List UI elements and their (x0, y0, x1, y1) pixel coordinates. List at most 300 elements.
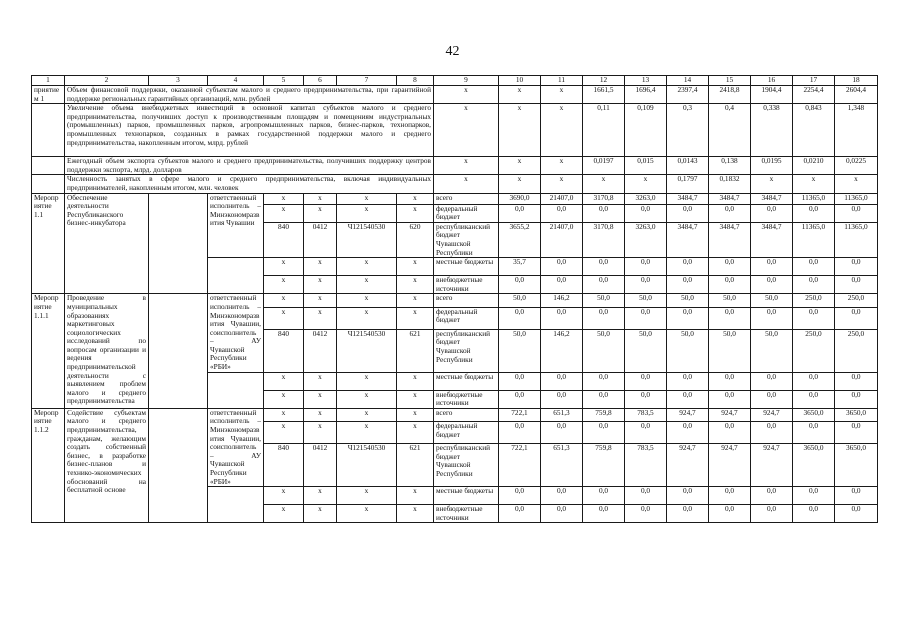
funding-source: республиканский бюджет Чувашской Республики (434, 444, 499, 487)
funding-value: 3484,7 (709, 222, 751, 257)
indicator-value: 0,843 (793, 104, 835, 157)
funding-value: 0,0 (667, 258, 709, 276)
indicator-value: 0,4 (709, 104, 751, 157)
indicator-value: 2254,4 (793, 86, 835, 104)
budget-code-type: x (397, 505, 434, 523)
budget-code-type: 621 (397, 329, 434, 372)
budget-code-type: x (397, 204, 434, 222)
indicator-value: x (625, 175, 667, 193)
indicator-row (32, 86, 878, 104)
indicator-value: x (434, 175, 499, 193)
budget-code-grbs: x (264, 408, 304, 421)
column-number: 9 (434, 76, 499, 86)
budget-code-grbs: x (264, 505, 304, 523)
funding-value: 250,0 (835, 329, 878, 372)
funding-value: 0,0 (583, 258, 625, 276)
budget-code-section: x (304, 193, 337, 204)
column-number: 13 (625, 76, 667, 86)
funding-value: 0,0 (625, 276, 667, 294)
empty-cell (208, 487, 264, 523)
budget-code-target: x (337, 505, 397, 523)
budget-code-target: x (337, 204, 397, 222)
funding-value: 0,0 (541, 372, 583, 390)
funding-value: 0,0 (835, 390, 878, 408)
funding-value: 0,0 (499, 372, 541, 390)
funding-value: 924,7 (709, 408, 751, 421)
funding-value: 3484,7 (667, 222, 709, 257)
funding-value: 759,8 (583, 408, 625, 421)
indicator-group-label: приятием 1 (32, 86, 65, 104)
indicator-value: x (541, 86, 583, 104)
budget-code-target: Ч121540530 (337, 444, 397, 487)
funding-value: 0,0 (751, 487, 793, 505)
funding-value: 0,0 (499, 204, 541, 222)
funding-value: 0,0 (667, 422, 709, 444)
funding-value: 0,0 (541, 258, 583, 276)
funding-value: 21407,0 (541, 193, 583, 204)
funding-value: 0,0 (793, 372, 835, 390)
budget-code-grbs: x (264, 193, 304, 204)
funding-value: 0,0 (625, 372, 667, 390)
budget-code-grbs: x (264, 204, 304, 222)
funding-source: местные бюджеты (434, 487, 499, 505)
column-number: 6 (304, 76, 337, 86)
funding-value: 0,0 (583, 204, 625, 222)
funding-source: республиканский бюджет Чувашской Республики (434, 222, 499, 257)
indicator-value: 1661,5 (583, 86, 625, 104)
budget-code-grbs: 840 (264, 329, 304, 372)
budget-code-target: x (337, 487, 397, 505)
budget-code-target: Ч121540530 (337, 222, 397, 257)
column-number: 15 (709, 76, 751, 86)
indicator-value: 0,338 (751, 104, 793, 157)
budget-code-grbs: 840 (264, 444, 304, 487)
funding-value: 0,0 (667, 204, 709, 222)
column-number-row (32, 76, 878, 86)
program-table (31, 75, 878, 523)
funding-value: 0,0 (793, 204, 835, 222)
funding-value: 0,0 (499, 422, 541, 444)
funding-value: 0,0 (709, 422, 751, 444)
funding-value: 3484,7 (751, 222, 793, 257)
budget-code-section: x (304, 294, 337, 307)
measure-executor: ответственный исполнитель – Минэкономразвития Чувашии, соисполнитель – АУ Чувашской Республики «РБИ» (208, 408, 264, 486)
funding-value: 0,0 (835, 204, 878, 222)
indicator-value: x (835, 175, 878, 193)
funding-value: 0,0 (541, 487, 583, 505)
budget-code-type: x (397, 408, 434, 421)
funding-value: 759,8 (583, 444, 625, 487)
funding-value: 0,0 (709, 505, 751, 523)
funding-value: 0,0 (583, 372, 625, 390)
funding-value: 0,0 (709, 390, 751, 408)
budget-code-grbs: x (264, 487, 304, 505)
indicator-value: 0,109 (625, 104, 667, 157)
column-number: 3 (149, 76, 208, 86)
empty-cell (149, 193, 208, 294)
budget-code-section: x (304, 307, 337, 329)
indicator-row (32, 104, 878, 157)
funding-value: 0,0 (751, 372, 793, 390)
funding-value: 0,0 (625, 422, 667, 444)
budget-code-section: x (304, 258, 337, 276)
funding-value: 0,0 (583, 276, 625, 294)
column-number: 5 (264, 76, 304, 86)
indicator-value: x (541, 175, 583, 193)
funding-value: 0,0 (751, 204, 793, 222)
budget-code-section: x (304, 487, 337, 505)
funding-value: 0,0 (751, 505, 793, 523)
funding-value: 0,0 (667, 276, 709, 294)
funding-value: 146,2 (541, 329, 583, 372)
funding-source: всего (434, 193, 499, 204)
funding-value: 651,3 (541, 444, 583, 487)
budget-code-grbs: x (264, 276, 304, 294)
budget-code-grbs: 840 (264, 222, 304, 257)
budget-code-grbs: x (264, 294, 304, 307)
budget-code-target: x (337, 372, 397, 390)
empty-cell (149, 294, 208, 409)
measure-code: Мероприятие 1.1.1 (32, 294, 65, 409)
funding-value: 0,0 (499, 390, 541, 408)
indicator-value: 0,1797 (667, 175, 709, 193)
indicator-value: 0,3 (667, 104, 709, 157)
indicator-value: x (434, 157, 499, 175)
funding-value: 35,7 (499, 258, 541, 276)
funding-value: 0,0 (583, 390, 625, 408)
column-number: 1 (32, 76, 65, 86)
column-number: 16 (751, 76, 793, 86)
indicator-value: 0,0197 (583, 157, 625, 175)
budget-code-target: x (337, 390, 397, 408)
funding-value: 0,0 (793, 307, 835, 329)
funding-value: 0,0 (583, 487, 625, 505)
budget-code-type: x (397, 294, 434, 307)
indicator-value: x (499, 157, 541, 175)
measure-row (32, 294, 878, 307)
funding-value: 924,7 (751, 444, 793, 487)
funding-value: 0,0 (625, 487, 667, 505)
budget-code-section: x (304, 408, 337, 421)
funding-value: 0,0 (709, 487, 751, 505)
measure-executor: ответственный исполнитель – Минэкономразвития Чувашии, соисполнитель – АУ Чувашской Республики «РБИ» (208, 294, 264, 372)
funding-value: 11365,0 (835, 222, 878, 257)
funding-value: 0,0 (583, 307, 625, 329)
funding-value: 50,0 (751, 329, 793, 372)
funding-value: 3484,7 (751, 193, 793, 204)
budget-code-type: x (397, 307, 434, 329)
funding-value: 0,0 (793, 505, 835, 523)
column-number: 7 (337, 76, 397, 86)
funding-value: 0,0 (835, 505, 878, 523)
funding-value: 0,0 (835, 372, 878, 390)
empty-cell (208, 372, 264, 408)
funding-value: 3263,0 (625, 222, 667, 257)
funding-value: 50,0 (583, 329, 625, 372)
funding-value: 0,0 (625, 505, 667, 523)
indicator-value: 0,1832 (709, 175, 751, 193)
funding-value: 722,1 (499, 444, 541, 487)
indicator-value: 0,0225 (835, 157, 878, 175)
indicator-text: Ежегодный объем экспорта субъектов малого и среднего предпринимательства, получивших поддержку центров поддержки экспорта, млрд. долларов (65, 157, 434, 175)
indicator-text: Численность занятых в сфере малого и среднего предпринимательства, включая индивидуальных предпринимателей, накопленным итогом, млн. человек (65, 175, 434, 193)
measure-executor: ответственный исполнитель – Минэкономразвития Чувашии (208, 193, 264, 258)
budget-code-grbs: x (264, 307, 304, 329)
empty-cell (208, 258, 264, 294)
budget-code-section: x (304, 390, 337, 408)
funding-value: 50,0 (583, 294, 625, 307)
indicator-value: 0,0195 (751, 157, 793, 175)
indicator-row (32, 175, 878, 193)
budget-code-section: x (304, 276, 337, 294)
funding-value: 0,0 (625, 390, 667, 408)
funding-source: местные бюджеты (434, 372, 499, 390)
funding-value: 0,0 (835, 276, 878, 294)
indicator-value: x (434, 104, 499, 157)
funding-value: 3263,0 (625, 193, 667, 204)
funding-value: 0,0 (583, 422, 625, 444)
funding-value: 50,0 (499, 294, 541, 307)
funding-source: внебюджетные источники (434, 390, 499, 408)
indicator-value: x (541, 104, 583, 157)
budget-code-section: 0412 (304, 222, 337, 257)
column-number: 18 (835, 76, 878, 86)
measure-code: Мероприятие 1.1 (32, 193, 65, 294)
funding-value: 250,0 (793, 294, 835, 307)
funding-value: 0,0 (667, 505, 709, 523)
funding-value: 0,0 (541, 276, 583, 294)
indicator-value: 1904,4 (751, 86, 793, 104)
indicator-value: x (541, 157, 583, 175)
budget-code-section: x (304, 505, 337, 523)
funding-value: 0,0 (751, 258, 793, 276)
budget-code-section: x (304, 422, 337, 444)
funding-value: 3690,0 (499, 193, 541, 204)
funding-source: федеральный бюджет (434, 422, 499, 444)
indicator-value: x (583, 175, 625, 193)
funding-value: 0,0 (499, 505, 541, 523)
funding-value: 0,0 (835, 422, 878, 444)
funding-value: 0,0 (499, 307, 541, 329)
funding-value: 0,0 (751, 390, 793, 408)
indicator-value: 2418,8 (709, 86, 751, 104)
budget-code-grbs: x (264, 422, 304, 444)
funding-source: внебюджетные источники (434, 505, 499, 523)
indicator-text: Объем финансовой поддержки, оказанной субъектам малого и среднего предпринимательства, при гарантийной поддержке региональных гарантийных организаций, млн. рублей (65, 86, 434, 104)
funding-value: 50,0 (499, 329, 541, 372)
funding-value: 0,0 (499, 276, 541, 294)
funding-value: 0,0 (793, 390, 835, 408)
column-number: 4 (208, 76, 264, 86)
budget-code-grbs: x (264, 258, 304, 276)
budget-code-target: Ч121540530 (337, 329, 397, 372)
funding-value: 0,0 (835, 258, 878, 276)
indicator-value: x (499, 104, 541, 157)
funding-value: 3650,0 (835, 408, 878, 421)
funding-value: 722,1 (499, 408, 541, 421)
budget-code-section: x (304, 372, 337, 390)
funding-value: 146,2 (541, 294, 583, 307)
measure-name: Содействие субъектам малого и среднего предпринимательства, гражданам, желающим создать собственный бизнес, в разработке бизнес-планов и технико-экономических обоснований на бесплатной основе (65, 408, 149, 523)
budget-code-target: x (337, 307, 397, 329)
funding-value: 21407,0 (541, 222, 583, 257)
indicator-value: x (499, 86, 541, 104)
indicator-value: x (499, 175, 541, 193)
measure-code: Мероприятие 1.1.2 (32, 408, 65, 523)
indicator-value: 1696,4 (625, 86, 667, 104)
budget-code-target: x (337, 408, 397, 421)
indicator-value: 2397,4 (667, 86, 709, 104)
funding-value: 924,7 (709, 444, 751, 487)
funding-value: 3655,2 (499, 222, 541, 257)
indicator-text: Увеличение объема внебюджетных инвестиций в основной капитал субъектов малого и среднего предпринимательства, получивших доступ к производственным площадям и помещениям индустриальных (промышленных) парков, промышленных парков, агропромышленных парков, бизнес-парков, технопарков, промышленных технопарков, созданных в рамках государственной поддержки малого и среднего предпринимательства, накопленным итогом, млрд. рублей (65, 104, 434, 157)
funding-value: 0,0 (625, 258, 667, 276)
funding-value: 0,0 (583, 505, 625, 523)
measure-name: Обеспечение деятельности Республиканского бизнес-инкубатора (65, 193, 149, 294)
funding-value: 11365,0 (793, 222, 835, 257)
funding-value: 50,0 (709, 329, 751, 372)
funding-value: 0,0 (835, 487, 878, 505)
budget-code-type: x (397, 372, 434, 390)
funding-value: 50,0 (667, 329, 709, 372)
funding-value: 3650,0 (835, 444, 878, 487)
indicator-value: 0,0143 (667, 157, 709, 175)
column-number: 2 (65, 76, 149, 86)
budget-code-target: x (337, 258, 397, 276)
indicator-row (32, 157, 878, 175)
funding-value: 3170,8 (583, 193, 625, 204)
funding-value: 0,0 (709, 307, 751, 329)
indicator-value: 0,11 (583, 104, 625, 157)
funding-value: 0,0 (751, 307, 793, 329)
indicator-value: x (434, 86, 499, 104)
funding-source: федеральный бюджет (434, 204, 499, 222)
funding-source: республиканский бюджет Чувашской Республики (434, 329, 499, 372)
column-number: 14 (667, 76, 709, 86)
funding-value: 0,0 (709, 276, 751, 294)
budget-code-type: x (397, 390, 434, 408)
column-number: 8 (397, 76, 434, 86)
budget-code-type: 621 (397, 444, 434, 487)
funding-value: 3484,7 (709, 193, 751, 204)
funding-value: 0,0 (793, 487, 835, 505)
funding-value: 50,0 (625, 294, 667, 307)
funding-value: 0,0 (625, 204, 667, 222)
funding-value: 0,0 (793, 276, 835, 294)
budget-code-type: x (397, 193, 434, 204)
column-number: 10 (499, 76, 541, 86)
funding-value: 250,0 (793, 329, 835, 372)
budget-code-type: x (397, 258, 434, 276)
budget-code-type: 620 (397, 222, 434, 257)
column-number: 12 (583, 76, 625, 86)
funding-source: внебюджетные источники (434, 276, 499, 294)
funding-value: 0,0 (499, 487, 541, 505)
budget-code-target: x (337, 276, 397, 294)
funding-value: 924,7 (667, 444, 709, 487)
indicator-value: 1,348 (835, 104, 878, 157)
funding-value: 0,0 (793, 258, 835, 276)
budget-code-section: 0412 (304, 329, 337, 372)
budget-code-target: x (337, 422, 397, 444)
funding-value: 783,5 (625, 444, 667, 487)
funding-value: 0,0 (793, 422, 835, 444)
funding-value: 924,7 (667, 408, 709, 421)
funding-value: 0,0 (667, 372, 709, 390)
measure-row (32, 193, 878, 204)
budget-code-type: x (397, 276, 434, 294)
funding-value: 3170,8 (583, 222, 625, 257)
funding-value: 924,7 (751, 408, 793, 421)
funding-value: 0,0 (751, 422, 793, 444)
column-number: 11 (541, 76, 583, 86)
indicator-value: x (793, 175, 835, 193)
column-number: 17 (793, 76, 835, 86)
funding-value: 0,0 (625, 307, 667, 329)
page-number: 42 (445, 44, 460, 59)
funding-source: федеральный бюджет (434, 307, 499, 329)
funding-value: 0,0 (751, 276, 793, 294)
empty-cell (149, 408, 208, 523)
indicator-value: 0,138 (709, 157, 751, 175)
budget-code-type: x (397, 487, 434, 505)
budget-code-grbs: x (264, 390, 304, 408)
funding-value: 0,0 (709, 258, 751, 276)
funding-value: 0,0 (541, 390, 583, 408)
budget-code-type: x (397, 422, 434, 444)
funding-source: всего (434, 408, 499, 421)
indicator-value: 0,0210 (793, 157, 835, 175)
measure-name: Проведение в муниципальных образованиях маркетинговых социологических исследований по вопросам организации и ведения предпринимательской деятельности с выявлением проблем малого и среднего предпринимательства (65, 294, 149, 409)
funding-value: 3650,0 (793, 444, 835, 487)
funding-value: 11365,0 (835, 193, 878, 204)
funding-value: 11365,0 (793, 193, 835, 204)
funding-value: 0,0 (667, 307, 709, 329)
funding-value: 0,0 (667, 390, 709, 408)
indicator-group-label (32, 104, 65, 157)
funding-value: 0,0 (541, 505, 583, 523)
funding-value: 0,0 (541, 422, 583, 444)
funding-value: 50,0 (625, 329, 667, 372)
funding-value: 250,0 (835, 294, 878, 307)
budget-code-target: x (337, 193, 397, 204)
funding-value: 0,0 (541, 204, 583, 222)
indicator-value: x (751, 175, 793, 193)
funding-value: 0,0 (541, 307, 583, 329)
funding-value: 50,0 (751, 294, 793, 307)
funding-value: 0,0 (667, 487, 709, 505)
measure-row (32, 408, 878, 421)
budget-code-grbs: x (264, 372, 304, 390)
funding-value: 783,5 (625, 408, 667, 421)
funding-value: 50,0 (667, 294, 709, 307)
indicator-value: 0,015 (625, 157, 667, 175)
funding-value: 651,3 (541, 408, 583, 421)
funding-value: 0,0 (709, 204, 751, 222)
budget-code-section: x (304, 204, 337, 222)
budget-code-section: 0412 (304, 444, 337, 487)
funding-value: 3650,0 (793, 408, 835, 421)
indicator-group-label (32, 175, 65, 193)
funding-value: 50,0 (709, 294, 751, 307)
funding-source: всего (434, 294, 499, 307)
funding-value: 3484,7 (667, 193, 709, 204)
budget-code-target: x (337, 294, 397, 307)
indicator-value: 2604,4 (835, 86, 878, 104)
funding-value: 0,0 (835, 307, 878, 329)
funding-source: местные бюджеты (434, 258, 499, 276)
indicator-group-label (32, 157, 65, 175)
